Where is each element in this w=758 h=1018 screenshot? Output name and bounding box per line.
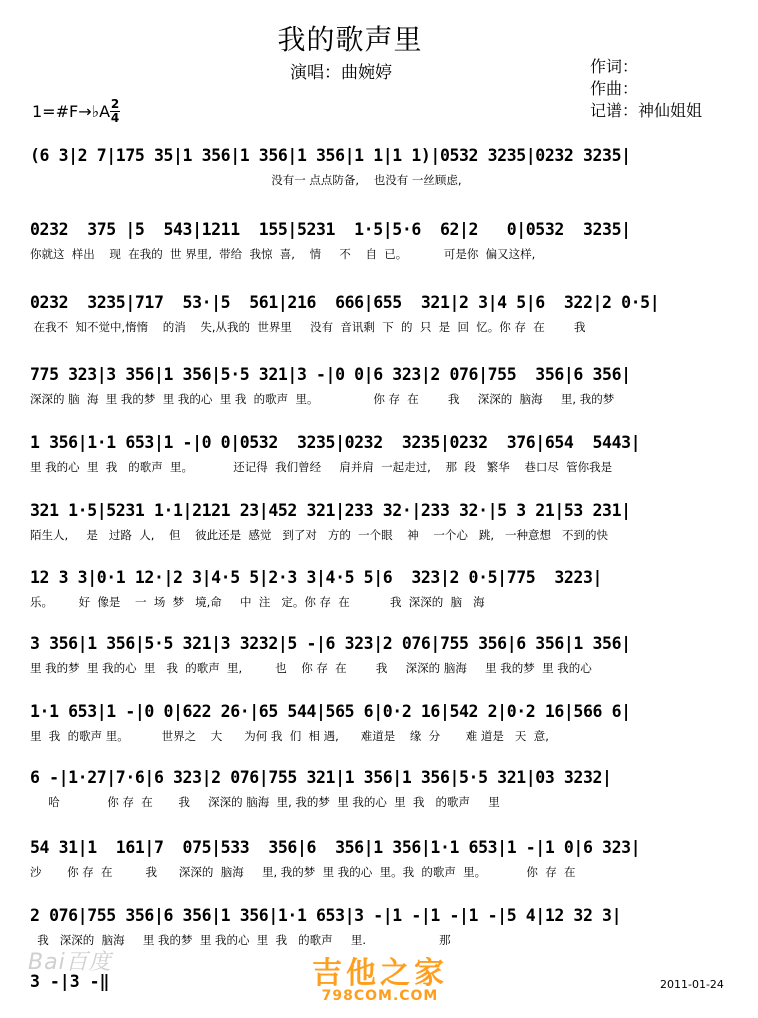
site-logo bbox=[312, 948, 448, 1004]
page-title: 我的歌声里 bbox=[277, 23, 423, 56]
notes-line: 3 356|1 356|5·5 321|3 3232|5 -|6 323|2 076|755 356|6 356|1 356| bbox=[30, 634, 631, 653]
notes-line: 0232 375 |5 543|1211 155|5231 1·5|5·6 62|2 0|0532 3235| bbox=[30, 220, 631, 239]
staff-system-1 bbox=[30, 146, 730, 188]
singer-credit: 演唱：曲婉婷 bbox=[290, 63, 392, 83]
notes-line: 2 076|755 356|6 356|1 356|1·1 653|3 -|1 -|1 -|1 -|5 4|12 32 3| bbox=[30, 906, 622, 925]
lyricist-credit: 作词： bbox=[590, 57, 639, 76]
lyrics-line: 沙 你 存 在 我 深深的 脑海 里, 我的梦 里 我的心 里。我 的歌声 里。 你 存 在 bbox=[30, 865, 576, 879]
lyrics-line: 里 我的心 里 我 的歌声 里。 还记得 我们曾经 肩并肩 一起走过, 那 段 繁华 巷口尽 管你我是 bbox=[30, 460, 613, 474]
notes-line: (6 3|2 7|175 35|1 356|1 356|1 356|1 1|1 1)|0532 3235|0232 3235| bbox=[30, 146, 631, 165]
key-signature: 1=#F→♭A bbox=[32, 102, 111, 121]
lyrics-line: 里 我 的歌声 里。 世界之 大 为何 我 们 相 遇, 难道是 缘 分 难 道是 天 意, bbox=[30, 729, 549, 743]
lyrics-line: 深深的 脑 海 里 我的梦 里 我的心 里 我 的歌声 里。 你 存 在 我 深深的 脑海 里, 我的梦 bbox=[30, 392, 615, 406]
staff-system-11 bbox=[30, 838, 730, 880]
site-logo-name: 吉他之家 bbox=[312, 956, 448, 991]
notes-line: 775 323|3 356|1 356|5·5 321|3 -|0 0|6 323|2 076|755 356|6 356| bbox=[30, 365, 631, 384]
lyrics-line: 在我不 知不觉中,惰惰 的消 失,从我的 世界里 没有 音讯剩 下 的 只 是 回 忆。你 存 在 我 bbox=[30, 320, 586, 334]
notes-line: 6 -|1·27|7·6|6 323|2 076|755 321|1 356|1 356|5·5 321|03 3232| bbox=[30, 768, 612, 787]
lyrics-line: 没有一 点点防备, 也没有 一丝顾虑, bbox=[30, 173, 462, 187]
lyrics-line: 你就这 样出 现 在我的 世 界里, 带给 我惊 喜, 情 不 自 已。 可是你 偏又这样, bbox=[30, 247, 536, 261]
lyrics-line: 我 深深的 脑海 里 我的梦 里 我的心 里 我 的歌声 里. 那 bbox=[30, 933, 451, 947]
staff-system-8 bbox=[30, 634, 730, 676]
staff-system-3 bbox=[30, 293, 730, 335]
staff-system-7 bbox=[30, 568, 730, 610]
notes-line: 321 1·5|5231 1·1|2121 23|452 321|233 32·|233 32·|5 3 21|53 231| bbox=[30, 501, 631, 520]
staff-system-6 bbox=[30, 501, 730, 543]
lyrics-line: 陌生人, 是 过路 人, 但 彼此还是 感觉 到了对 方的 一个眼 神 一个心 跳, 一种意想 不到的快 bbox=[30, 528, 608, 542]
staff-system-9 bbox=[30, 702, 730, 744]
transcriber-credit: 记谱：神仙姐姐 bbox=[590, 101, 703, 120]
notes-line: 0232 3235|717 53·|5 561|216 666|655 321|2 3|4 5|6 322|2 0·5| bbox=[30, 293, 660, 312]
lyrics-line: 哈 你 存 在 我 深深的 脑海 里, 我的梦 里 我的心 里 我 的歌声 里 bbox=[30, 795, 500, 809]
notes-line: 54 31|1 161|7 075|533 356|6 356|1 356|1·1 653|1 -|1 0|6 323| bbox=[30, 838, 641, 857]
staff-system-10 bbox=[30, 768, 730, 810]
baidu-watermark: Bai百度 bbox=[28, 950, 112, 975]
ending-bars: 3 -|3 -‖ bbox=[30, 972, 110, 991]
lyrics-line: 里 我的梦 里 我的心 里 我 的歌声 里, 也 你 存 在 我 深深的 脑海 里 我的梦 里 我的心 bbox=[30, 661, 592, 675]
date-stamp: 2011-01-24 bbox=[660, 978, 724, 991]
staff-system-12 bbox=[30, 906, 730, 948]
lyrics-line: 乐。 好 像是 一 场 梦 境,命 中 注 定。你 存 在 我 深深的 脑 海 bbox=[30, 595, 485, 609]
credits bbox=[590, 56, 702, 122]
site-logo-url: 798COM.COM bbox=[321, 988, 439, 1004]
staff-system-2 bbox=[30, 220, 730, 262]
notes-line: 1·1 653|1 -|0 0|622 26·|65 544|565 6|0·2 16|542 2|0·2 16|566 6| bbox=[30, 702, 631, 721]
staff-system-5 bbox=[30, 433, 730, 475]
composer-credit: 作曲： bbox=[590, 79, 639, 98]
time-signature bbox=[110, 98, 120, 125]
notes-line: 1 356|1·1 653|1 -|0 0|0532 3235|0232 3235|0232 376|654 5443| bbox=[30, 433, 641, 452]
meter-top: 2 bbox=[110, 97, 120, 111]
meter-bottom: 4 bbox=[110, 111, 120, 125]
staff-system-4 bbox=[30, 365, 730, 407]
notes-line: 12 3 3|0·1 12·|2 3|4·5 5|2·3 3|4·5 5|6 323|2 0·5|775 3223| bbox=[30, 568, 603, 587]
